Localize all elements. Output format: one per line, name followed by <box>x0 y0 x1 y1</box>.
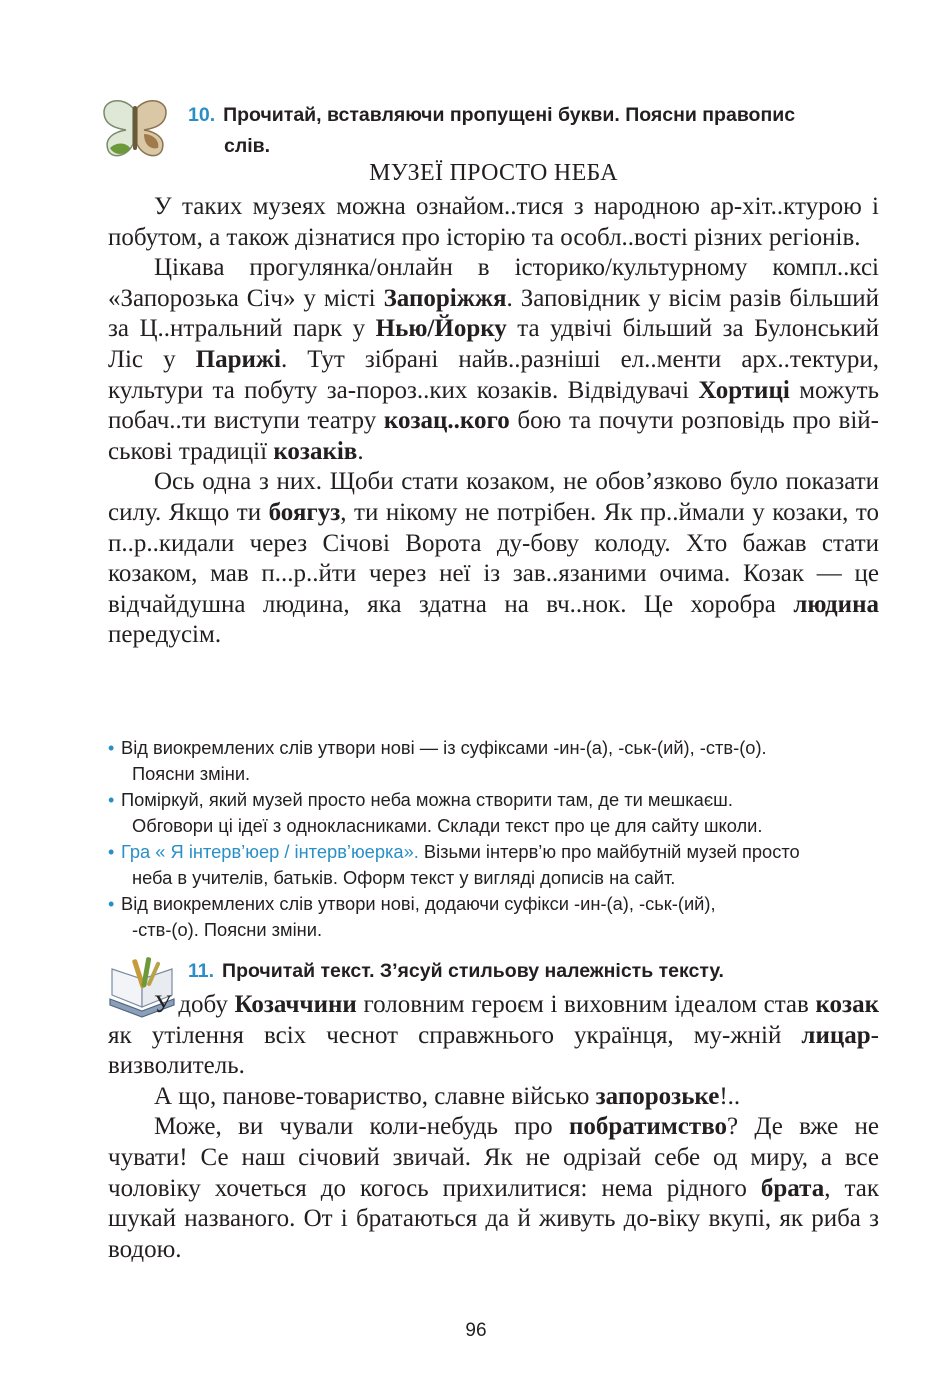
game-title: Гра « Я інтерв’юер / інтерв’юерка». <box>121 841 419 862</box>
bold-word: козаків <box>273 437 358 465</box>
paragraph-5 <box>108 1082 879 1113</box>
text-run: головним героєм і виховним ідеалом став <box>356 991 816 1018</box>
text-run: А що, панове-товариство, славне військо <box>154 1082 596 1110</box>
text-run: та удвічі більший за Булонський Ліс у <box>108 315 880 373</box>
text-run: -визволитель. <box>108 1021 879 1080</box>
text-run: передусім. <box>108 621 222 649</box>
exercise-11-text-body <box>108 990 879 1265</box>
task-text-line2: -ств-(о). Поясни зміни. <box>132 919 323 940</box>
text-run: , ти нікому не потрібен. Як пр..ймали у козаки, то п..р..кидали через Січові Ворота ду-бову колоду. Хто бажав стати козаком, мав п...р..йти через неї із зав..язаними очима. Козак — це відчайдушна людина, яка здатна на вч..нок. Це хоробра <box>108 498 879 618</box>
bold-word: Запоріжжя <box>383 284 507 312</box>
text-title: МУЗЕЇ ПРОСТО НЕБА <box>369 160 618 186</box>
task-item <box>108 735 888 787</box>
text-run: . Заповідник у вісім разів більший за Ц..нтральний парк у <box>108 284 879 343</box>
butterfly-icon <box>100 98 170 160</box>
bold-word: Нью/Йорку <box>375 315 507 343</box>
exercise-11-text: Прочитай текст. З’ясуй стильову належність тексту. <box>222 960 724 982</box>
paragraph-1: У таких музеях можна ознайом..тися з народною ар-хіт..ктурою і побутом, а також дізнатися про історію та особл..вості різних регіонів. <box>108 193 879 251</box>
bold-word: побратимство <box>568 1113 728 1141</box>
bold-word: лицар <box>801 1021 871 1049</box>
bullet: • <box>108 790 115 810</box>
task-text-line2: Обговори ці ідеї з однокласниками. Склади текст про це для сайту школи. <box>132 815 763 836</box>
bullet: • <box>108 738 115 758</box>
text-run: !.. <box>719 1082 741 1110</box>
bold-word: запорозьке <box>595 1082 720 1110</box>
page-number: 96 <box>465 1320 487 1341</box>
task-text-line1: Візьми інтерв’ю про майбутній музей просто <box>418 841 800 862</box>
text-run: Може, ви чували коли-небудь про <box>154 1113 569 1141</box>
bold-word: козак <box>815 991 879 1018</box>
bold-word: Хортиці <box>698 376 790 404</box>
exercise-10-text-line2: слів. <box>224 135 271 157</box>
task-text-line2: Поясни зміни. <box>132 763 251 784</box>
text-run: У добу <box>154 991 235 1018</box>
text-run: як утілення всіх чеснот справжнього українця, му-жній <box>108 1021 802 1049</box>
task-text-line1: Поміркуй, який музей просто неба можна створити там, де ти мешкаєш. <box>121 789 733 810</box>
bold-word: боягуз <box>268 498 341 526</box>
text-run: ? Де вже не чувати! Се наш січовий звичай. Як не одрізай себе од миру, а все чоловіку хочеться до когось прихилитися: нема рідного <box>108 1113 879 1202</box>
task-list <box>108 735 888 943</box>
text-run: Ось одна з них. Щоби стати козаком, не обов’язково було показати силу. Якщо ти <box>108 468 879 526</box>
task-item <box>108 891 888 943</box>
bold-word: брата <box>760 1174 825 1202</box>
text-run: можуть побач..ти виступи театру <box>108 376 879 435</box>
text-run: бою та почути розповідь про вій-ськові традиції <box>108 407 879 465</box>
task-item <box>108 787 888 839</box>
exercise-11-instruction <box>188 956 888 987</box>
bold-word: козац..кого <box>383 407 510 435</box>
task-item <box>108 839 888 891</box>
bold-word: Парижі <box>195 345 281 373</box>
text-run: . <box>357 437 364 465</box>
task-text-line1: Від виокремлених слів утвори нові, додаючи суфікси -ин-(а), -ськ-(ий), <box>121 893 716 914</box>
task-text-line1: Від виокремлених слів утвори нові — із суфіксами -ин-(а), -ськ-(ий), -ств-(о). <box>121 737 767 758</box>
paragraph-4 <box>108 990 879 1082</box>
exercise-10-text-line1: Прочитай, вставляючи пропущені букви. Поясни правопис <box>223 104 796 126</box>
bold-word: людина <box>793 590 879 618</box>
paragraph-3 <box>108 467 879 651</box>
bullet: • <box>108 894 115 914</box>
text-run: Цікава прогулянка/онлайн в історико/культурному компл..ксі «Запорозька Січ» у місті <box>108 254 879 312</box>
text-run: , так шукай названого. От і братаються да й живуть до-віку вкупі, як риба з водою. <box>108 1174 879 1263</box>
bold-word: Козаччини <box>234 991 357 1018</box>
exercise-10-text <box>108 192 879 651</box>
exercise-10-instruction <box>188 100 888 162</box>
exercise-11-number: 11. <box>188 960 215 982</box>
text-run: . Тут зібрані найв..разніші ел..менти арх..тектури, культури та побуту за-пороз..ких козаків. Відвідувачі <box>108 345 879 404</box>
exercise-10-number: 10. <box>188 104 216 126</box>
bullet: • <box>108 842 115 862</box>
task-text-line2: неба в учителів, батьків. Оформ текст у вигляді дописів на сайт. <box>132 867 676 888</box>
paragraph-6 <box>108 1112 879 1265</box>
paragraph-2 <box>108 253 879 467</box>
